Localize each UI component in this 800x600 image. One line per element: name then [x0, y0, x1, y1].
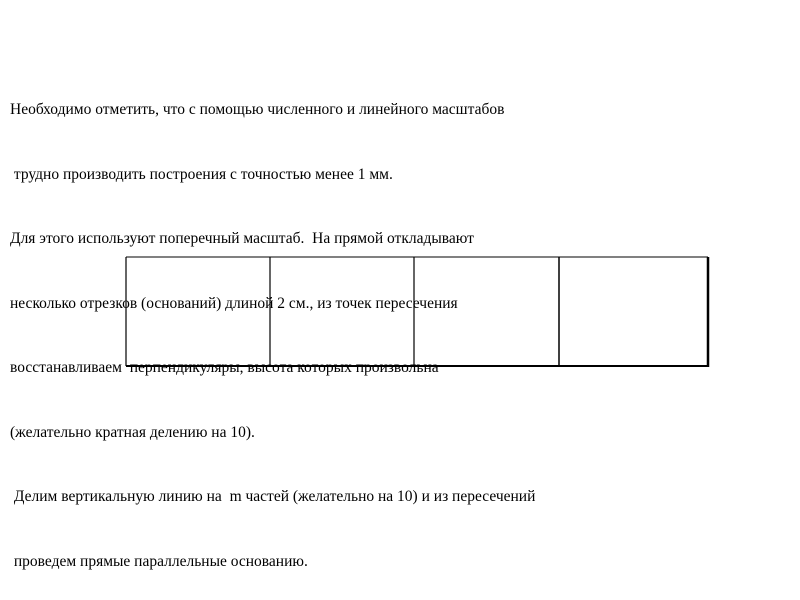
scale-base-group	[126, 257, 709, 367]
text-line-1: Необходимо отметить, что с помощью численного и линейного масштабов	[10, 101, 505, 118]
transverse-scale-diagram	[125, 256, 710, 368]
text-line-4: несколько отрезков (оснований) длиной 2 см., из точек пересечения	[10, 294, 458, 312]
scale-base-svg	[125, 256, 710, 368]
text-line-6: (желательно кратная делению на 10).	[10, 423, 255, 441]
text-line-7: Делим вертикальную линию на m частей (желательно на 10) и из пересечений	[10, 488, 536, 505]
text-line-2: трудно производить построения с точностью менее 1 мм.	[10, 165, 393, 183]
text-line-8: проведем прямые параллельные основанию.	[10, 552, 308, 570]
text-line-3: Для этого используют поперечный масштаб. На прямой откладывают	[10, 230, 474, 247]
text-line-5: восстанавливаем перпендикуляры, высота которых произвольна	[10, 359, 439, 376]
